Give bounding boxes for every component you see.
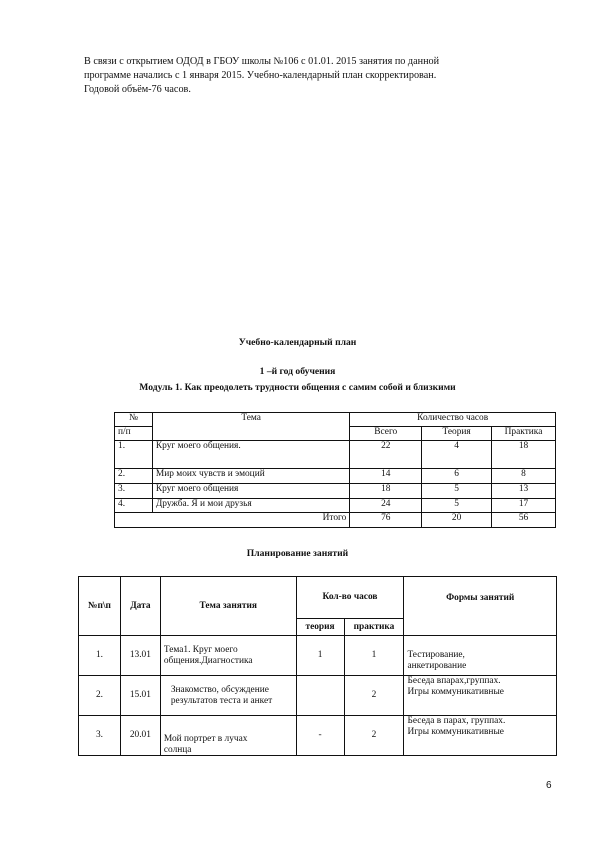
row-topic: Круг моего общения [152, 484, 349, 499]
row-practice: 2 [344, 676, 404, 716]
table-row [79, 636, 557, 676]
page-number: 6 [546, 780, 552, 791]
row-topic [160, 636, 296, 676]
row-total: 18 [350, 484, 422, 499]
header-total: Всего [350, 427, 422, 441]
table-total-row [115, 513, 556, 528]
row-topic [160, 676, 296, 716]
header-num-2: п/п [115, 427, 153, 441]
row-topic [160, 716, 296, 756]
row-topic: Круг моего общения. [152, 441, 349, 469]
plan-title: Учебно-календарный план [238, 337, 357, 348]
row-forms-line-2: Игры коммуникативные [407, 686, 504, 697]
row-theory: 1 [296, 636, 344, 676]
table-row [79, 676, 557, 716]
row-num: 3. [115, 484, 153, 499]
header-date: Дата [120, 577, 160, 636]
total-practice: 56 [492, 513, 556, 528]
row-date: 15.01 [120, 676, 160, 716]
row-theory: 6 [422, 469, 492, 484]
row-total: 14 [350, 469, 422, 484]
row-forms-line-2: Игры коммуникативные [407, 726, 504, 737]
header-practice: Практика [492, 427, 556, 441]
intro-line-2: программе начались с 1 января 2015. Учебно-календарный план скорректирован. [84, 70, 437, 81]
row-topic-line-1: Тема1. Круг моего [163, 645, 238, 655]
planning-title: Планирование занятий [246, 548, 349, 559]
total-hours: 76 [350, 513, 422, 528]
study-plan-table [114, 412, 556, 528]
row-topic-line-2: результатов теста и анкет [170, 695, 273, 706]
total-label: Итого [115, 513, 350, 528]
row-forms [404, 676, 557, 716]
row-practice: 17 [492, 499, 556, 513]
header-hours: Кол-во часов [296, 577, 404, 619]
row-forms [404, 716, 557, 756]
row-forms-line-2: анкетирование [407, 660, 467, 671]
row-theory: 5 [422, 499, 492, 513]
table-row [115, 441, 556, 469]
header-hours: Количество часов [350, 413, 556, 427]
intro-line-1: В связи с открытием ОДОД в ГБОУ школы №106 с 01.01. 2015 занятия по данной [84, 56, 440, 67]
row-num: 2. [79, 676, 121, 716]
row-forms-line-1: Беседа в парах, группах. [407, 716, 506, 726]
row-forms [404, 636, 557, 676]
header-num: №п\п [79, 577, 121, 636]
header-num: № [115, 413, 153, 427]
row-practice: 8 [492, 469, 556, 484]
header-theory: Теория [422, 427, 492, 441]
row-practice: 18 [492, 441, 556, 469]
table-row [115, 469, 556, 484]
row-date: 20.01 [120, 716, 160, 756]
row-total: 24 [350, 499, 422, 513]
module-title: Модуль 1. Как преодолеть трудности общения с самим собой и близкими [139, 382, 456, 393]
row-topic: Дружба. Я и мои друзья [152, 499, 349, 513]
header-topic: Тема [152, 413, 349, 441]
table-row [115, 499, 556, 513]
row-num: 1. [115, 441, 153, 469]
table-row [115, 484, 556, 499]
row-date: 13.01 [120, 636, 160, 676]
row-forms-line-1: Беседа впарах,группах. [407, 676, 501, 686]
lesson-planning-table [78, 576, 557, 756]
total-theory: 20 [422, 513, 492, 528]
row-num: 2. [115, 469, 153, 484]
header-topic: Тема занятия [160, 577, 296, 636]
table-row [79, 716, 557, 756]
year-title: 1 –й год обучения [259, 366, 336, 377]
row-topic-line-1: Знакомство, обсуждение [170, 685, 269, 695]
row-theory: 5 [422, 484, 492, 499]
row-num: 3. [79, 716, 121, 756]
row-practice: 1 [344, 636, 404, 676]
header-forms: Формы занятий [404, 577, 557, 636]
row-topic-line-2: солнца [163, 744, 192, 755]
row-theory: - [296, 716, 344, 756]
row-num: 1. [79, 636, 121, 676]
row-topic-line-2: общения.Диагностика [163, 655, 253, 666]
row-topic: Мир моих чувств и эмоций [152, 469, 349, 484]
row-theory [296, 676, 344, 716]
header-practice: практика [344, 619, 404, 636]
intro-paragraph [84, 55, 524, 97]
row-practice: 13 [492, 484, 556, 499]
row-practice: 2 [344, 716, 404, 756]
row-theory: 4 [422, 441, 492, 469]
header-theory: теория [296, 619, 344, 636]
row-topic-line-1: Мой портрет в лучах [163, 734, 248, 744]
row-forms-line-1: Тестирование, [407, 650, 465, 660]
intro-line-3: Годовой объём-76 часов. [84, 84, 191, 95]
row-total: 22 [350, 441, 422, 469]
row-num: 4. [115, 499, 153, 513]
